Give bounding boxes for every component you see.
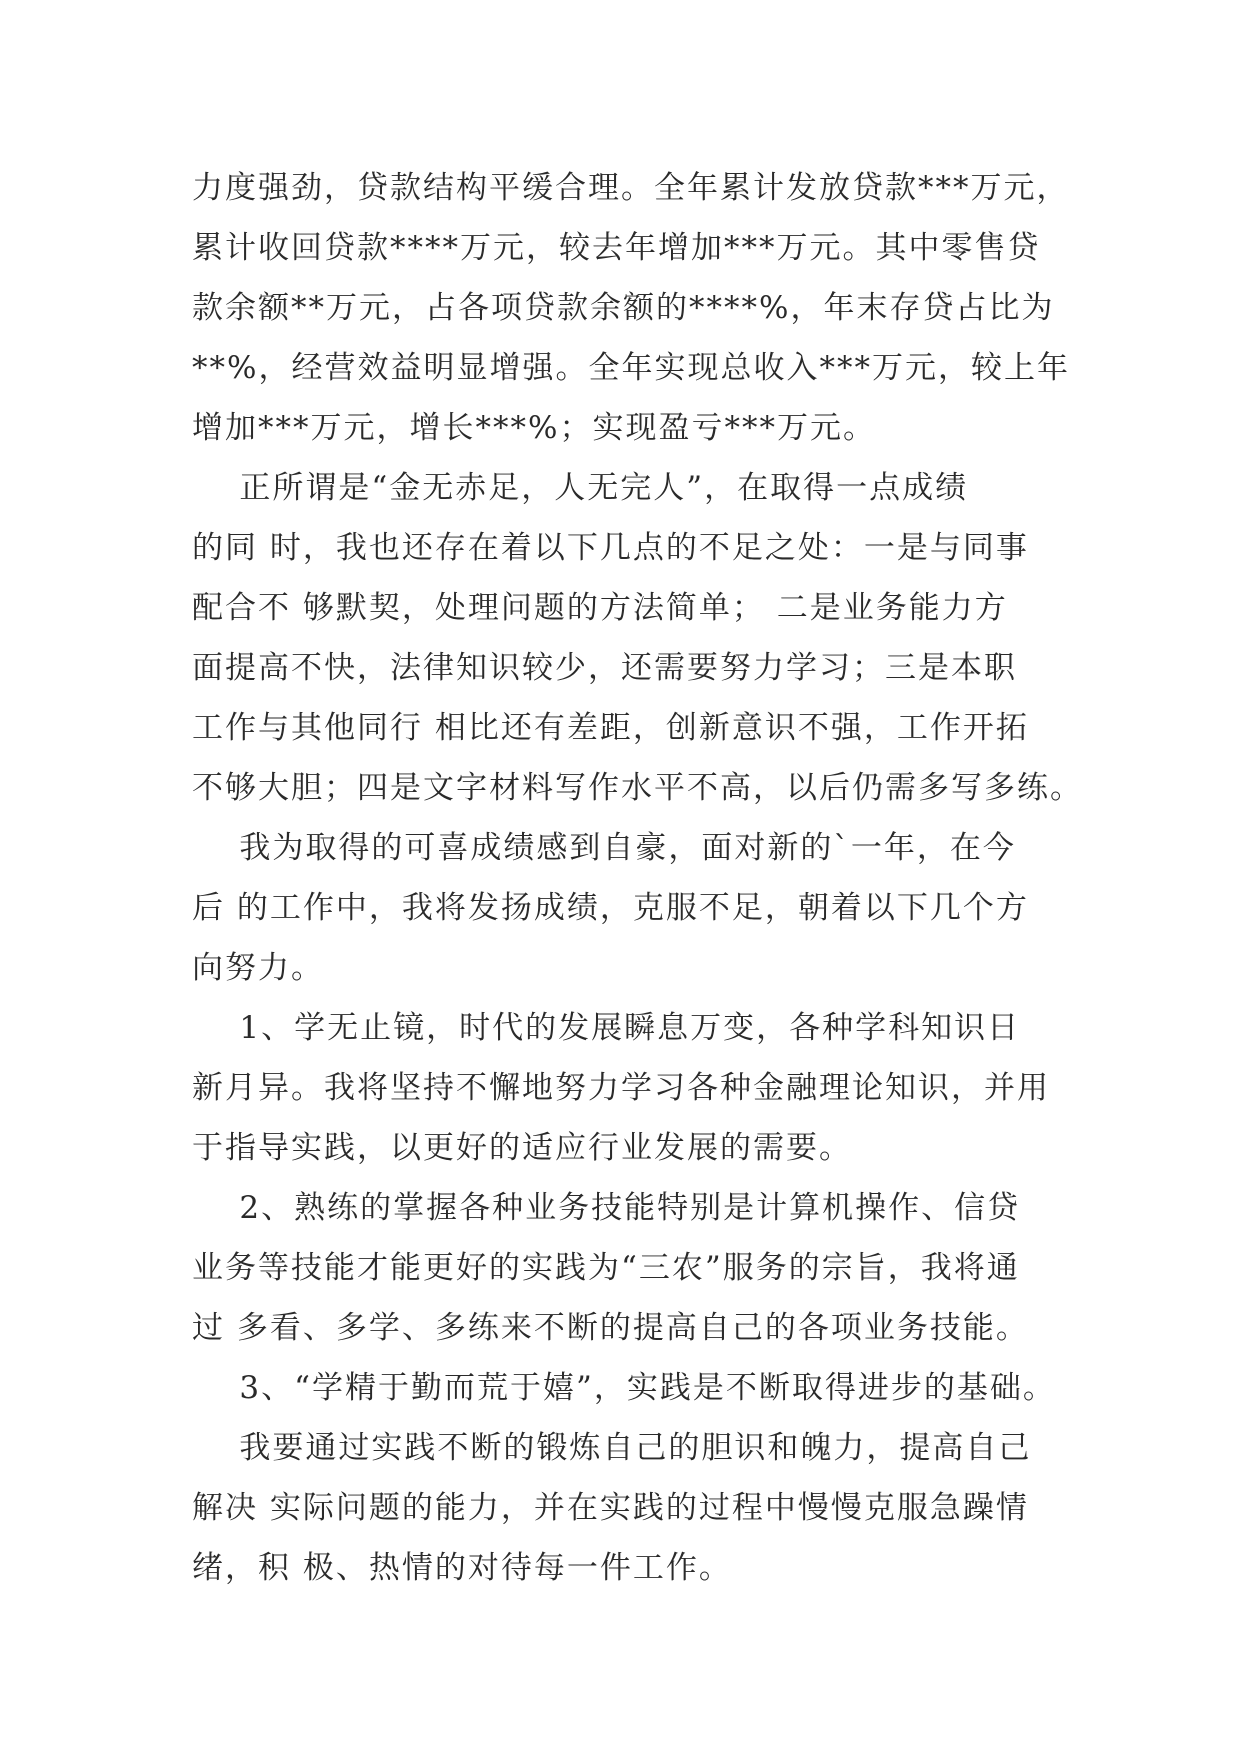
- text-line: 的同 时，我也还存在着以下几点的不足之处：一是与同事: [192, 530, 1029, 566]
- text-line: 后 的工作中，我将发扬成绩，克服不足，朝着以下几个方: [192, 890, 1029, 926]
- text-line: 于指导实践，以更好的适应行业发展的需要。: [192, 1130, 852, 1166]
- text-line: 累计收回贷款****万元，较去年增加***万元。其中零售贷: [192, 230, 1041, 266]
- text-line: 1、学无止镜，时代的发展瞬息万变，各种学科知识日: [192, 1010, 1021, 1046]
- text-line: 新月异。我将坚持不懈地努力学习各种金融理论知识，并用: [192, 1070, 1050, 1106]
- text-line: 我为取得的可喜成绩感到自豪，面对新的`一年，在今: [192, 830, 1016, 866]
- text-line: 2、熟练的掌握各种业务技能特别是计算机操作、信贷: [192, 1190, 1021, 1226]
- text-line: 过 多看、多学、多练来不断的提高自己的各项业务技能。: [192, 1310, 1029, 1346]
- text-line: 3、“学精于勤而荒于嬉”，实践是不断取得进步的基础。: [192, 1370, 1056, 1406]
- text-line: 面提高不快，法律知识较少，还需要努力学习；三是本职: [192, 650, 1017, 686]
- text-line: 不够大胆；四是文字材料写作水平不高，以后仍需多写多练。: [192, 770, 1083, 806]
- text-line: 绪，积 极、热情的对待每一件工作。: [192, 1550, 732, 1586]
- text-line: **%，经营效益明显增强。全年实现总收入***万元，较上年: [192, 350, 1070, 386]
- text-line: 增加***万元，增长***%；实现盈亏***万元。: [192, 410, 876, 446]
- text-line: 业务等技能才能更好的实践为“三农”服务的宗旨，我将通: [192, 1250, 1020, 1286]
- text-line: 力度强劲，贷款结构平缓合理。全年累计发放贷款***万元，: [192, 170, 1070, 206]
- text-line: 向努力。: [192, 950, 324, 986]
- text-line: 解决 实际问题的能力，并在实践的过程中慢慢克服急躁情: [192, 1490, 1029, 1526]
- document-body: [192, 158, 1083, 1598]
- text-line: 正所谓是“金无赤足，人无完人”，在取得一点成绩: [192, 470, 969, 506]
- text-line: 配合不 够默契，处理问题的方法简单； 二是业务能力方: [192, 590, 1008, 626]
- text-line: 工作与其他同行 相比还有差距，创新意识不强，工作开拓: [192, 710, 1029, 746]
- text-line: 款余额**万元，占各项贷款余额的****%，年末存贷占比为: [192, 290, 1055, 326]
- text-line: 我要通过实践不断的锻炼自己的胆识和魄力，提高自己: [192, 1430, 1032, 1466]
